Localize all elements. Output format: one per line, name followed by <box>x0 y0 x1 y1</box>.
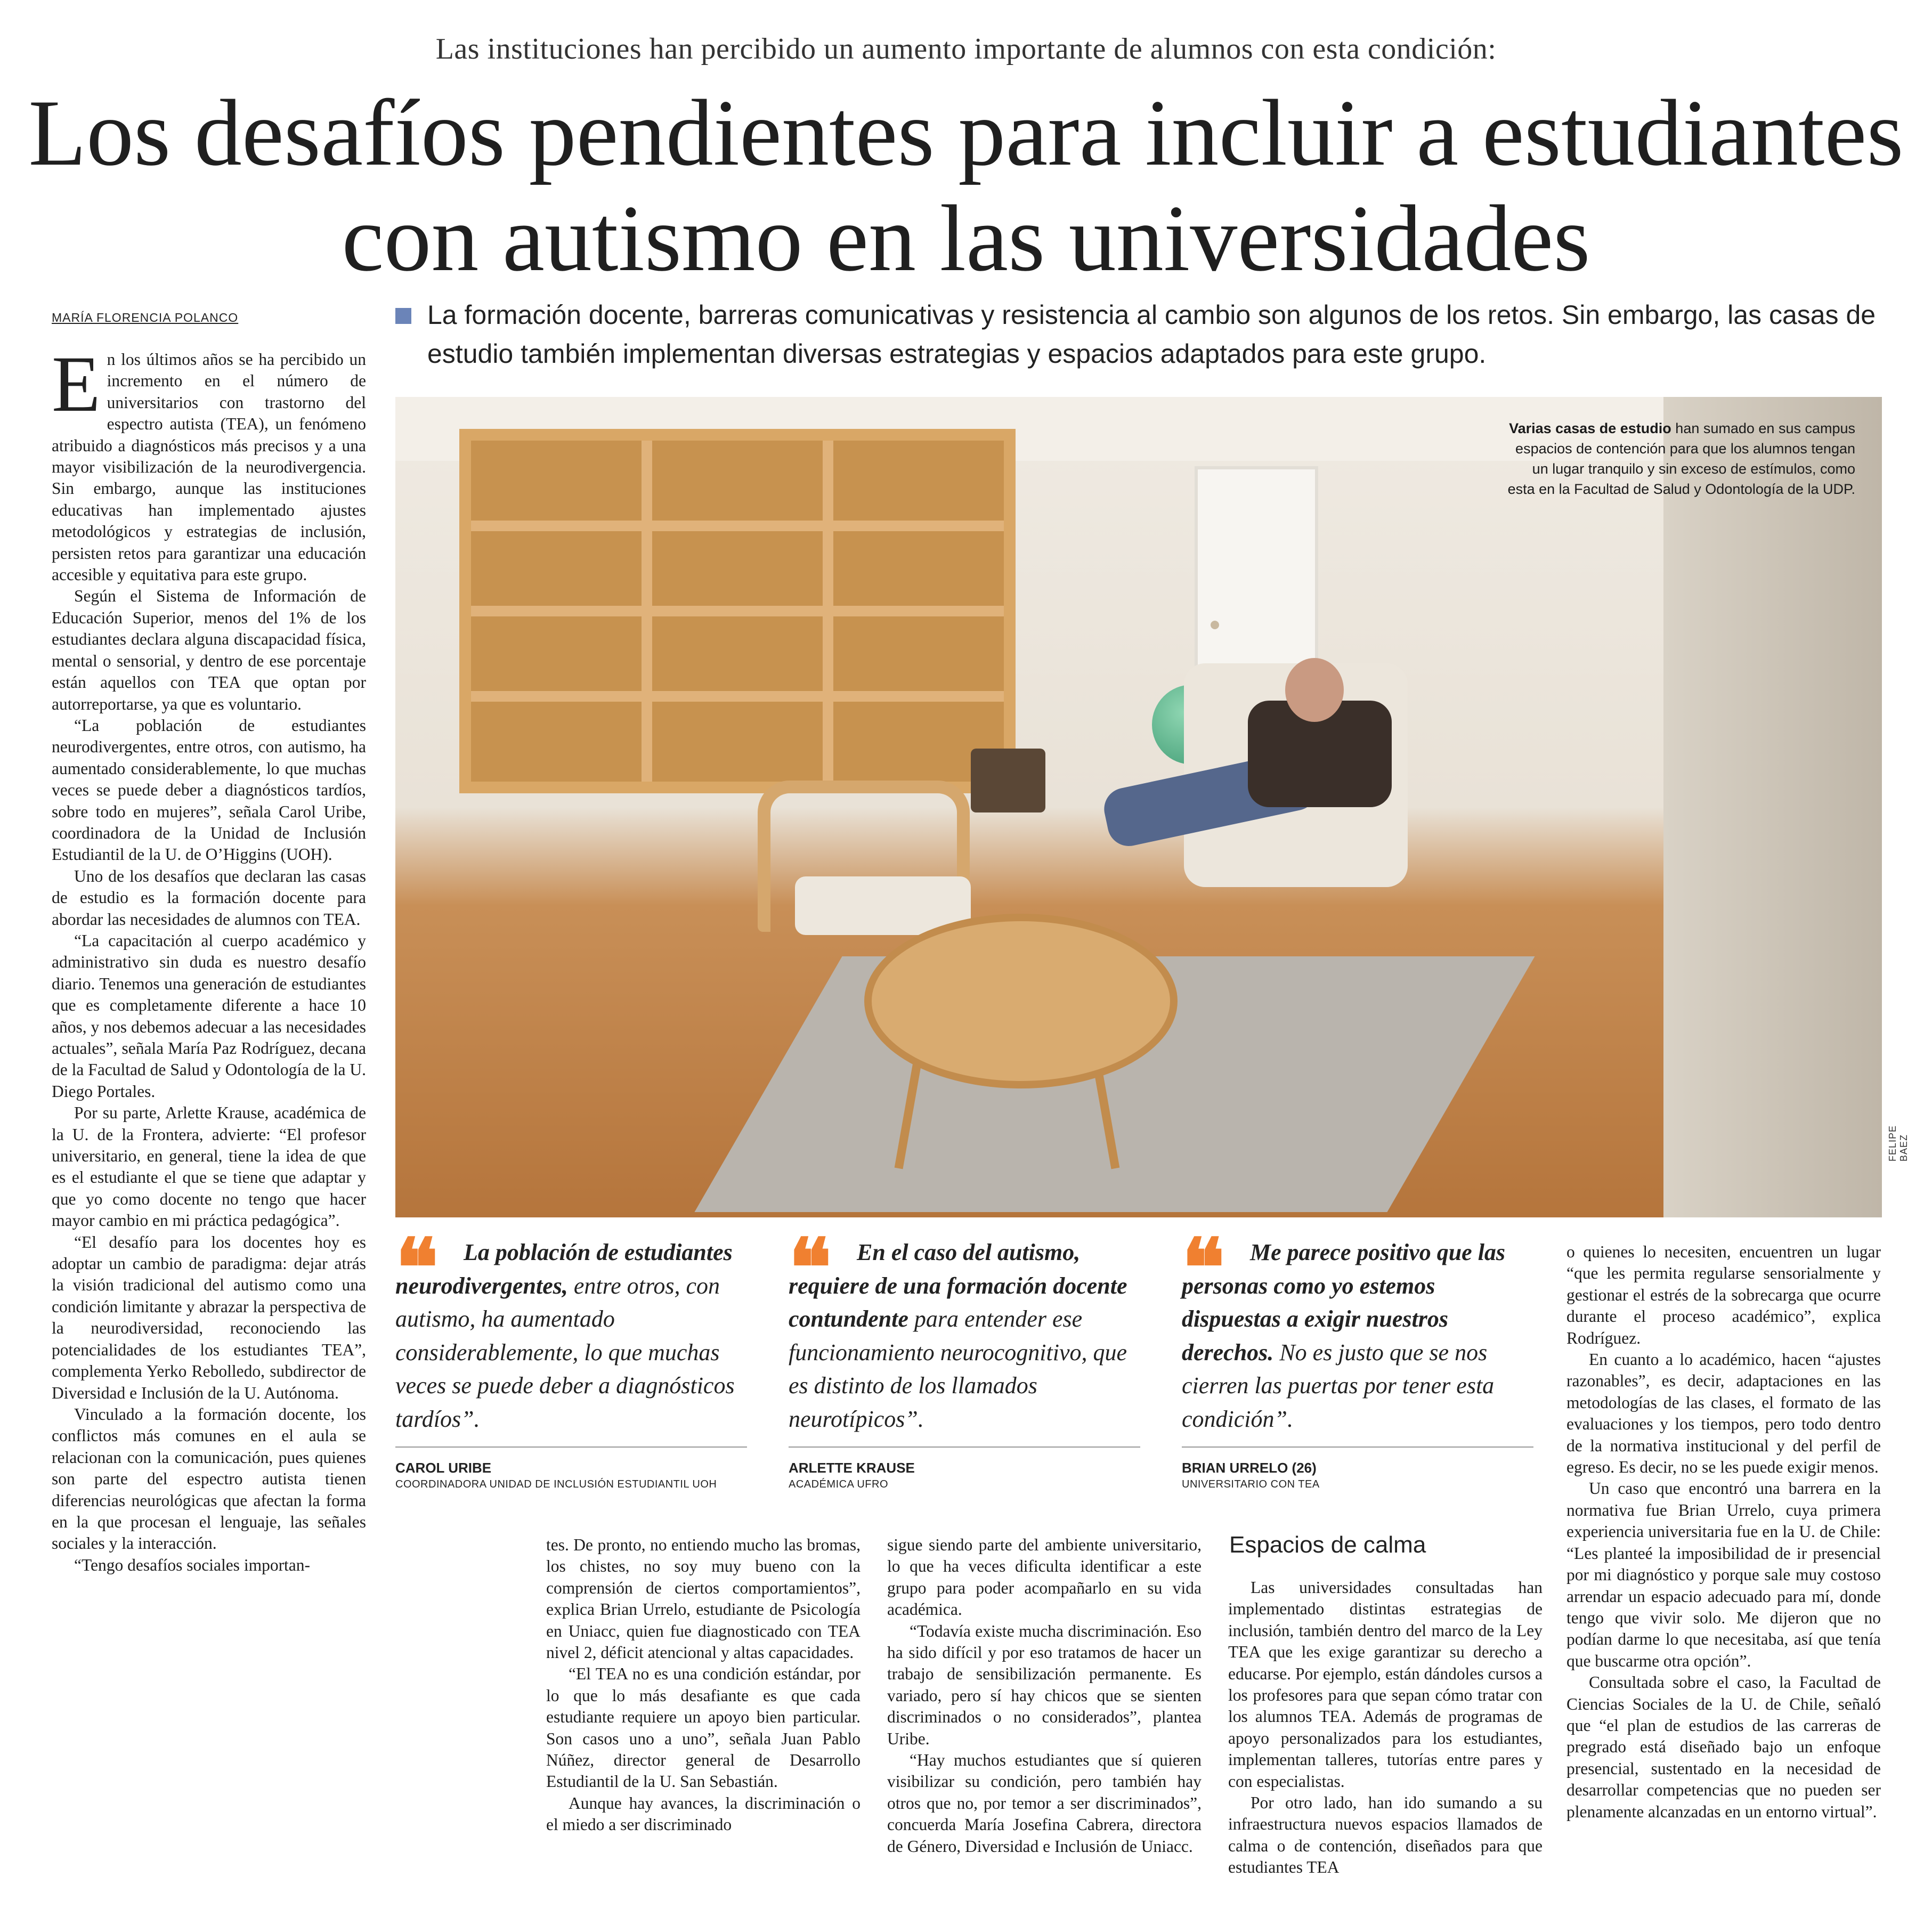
quote-author-role: ACADÉMICA UFRO <box>789 1478 889 1490</box>
article-column-3 <box>887 1534 1202 1857</box>
paragraph: “Todavía existe mucha discriminación. Eso ha sido difícil y por eso tratamos de hacer un trabajo de sensibilización permanente. Es variado, pero sí hay chicos que se sienten discriminados o no considerados”, plantea Uribe. <box>887 1621 1202 1748</box>
paragraph: Consultada sobre el caso, la Facultad de Ciencias Sociales de la U. de Chile, señaló que “el plan de estudios de las carreras de pregrado está diseñado bajo un enfoque presencial, sustentado en la necesidad de desarrollar competencias que no pueden ser plenamente alcanzadas en un entorno virtual”. <box>1566 1673 1881 1821</box>
pull-quote <box>789 1221 1140 1490</box>
paragraph: “Tengo desafíos sociales importan- <box>74 1555 311 1574</box>
round-table <box>864 914 1178 1088</box>
paragraph: En los últimos años se ha percibido un incremento en el número de universitarios con trastorno del espectro autista (TEA), un fenómeno atribuido a diagnósticos más precisos y a una mayor visibilización de la neurodivergencia. Sin embargo, aunque las instituciones educativas han implementado ajustes metodológicos y estrategias de inclusión, persisten retos para garantizar una educación accesible y equitativa para este grupo. <box>52 340 366 584</box>
drop-cap: E <box>52 340 101 428</box>
paragraph: Uno de los desafíos que declaran las casas de estudio es la formación docente para abordar las necesidades de alumnos con TEA. <box>52 866 366 929</box>
basket <box>971 749 1045 812</box>
photo-credit: FELIPE BAEZ <box>1887 1125 1909 1161</box>
article-column-2 <box>546 1534 861 1836</box>
article-column-1 <box>52 340 366 1576</box>
deck-square-icon <box>395 308 411 324</box>
quote-author: CAROL URIBE <box>395 1460 492 1476</box>
quote-mark-icon: ❝ <box>789 1221 832 1315</box>
quote-mark-icon: ❝ <box>1182 1221 1225 1315</box>
deck-text: La formación docente, barreras comunicativas y resistencia al cambio son algunos de los retos. Sin embargo, las casas de estudio también implementan diversas estrategias y espacios adaptados para este grupo. <box>427 300 1876 369</box>
paragraph: “La capacitación al cuerpo académico y administrativo sin duda es nuestro desafío diario. Tenemos una generación de estudiantes que es completamente diferente a hace 10 años, y nos debemos adecuar a las necesidades actuales”, señala María Paz Rodríguez, decana de la Facultad de Salud y Odontología de la U. Diego Portales. <box>52 931 366 1101</box>
article-column-4 <box>1228 1577 1543 1879</box>
paragraph: Por otro lado, han ido sumando a su infraestructura nuevos espacios llamados de calma o de contención, diseñados para que estudiantes TEA <box>1228 1793 1543 1877</box>
quote-text: En el caso del autismo, requiere de una formación docente contundente para entender ese funcionamiento neurocognitivo, que es distinto de los llamados neurotípicos”. <box>789 1239 1127 1432</box>
paragraph: En cuanto a lo académico, hacen “ajustes razonables”, es decir, adaptaciones en las metodologías de las clases, el formato de las evaluaciones y los tiempos, pero todo dentro de la normativa institucional y del perfil de egreso. Es decir, no se les puede exigir menos. <box>1566 1350 1881 1477</box>
paragraph: “Hay muchos estudiantes que sí quieren visibilizar su condición, pero también hay otros que no, por temor a ser discriminados”, concuerda María Josefina Cabrera, directora de Género, Diversidad e Inclusión de Uniacc. <box>887 1751 1202 1856</box>
paragraph: tes. De pronto, no entiendo mucho las bromas, los chistes, no soy muy bueno con la comprensión de ciertos comportamientos”, explica Brian Urrelo, estudiante de Psicología en Uniacc, quien fue diagnosticado con TEA nivel 2, déficit atencional y altas capacidades. <box>546 1535 861 1662</box>
paragraph: “El desafío para los docentes hoy es adoptar un cambio de paradigma: dejar atrás la visión tradicional del autismo como una condición limitante y abrazar la perspectiva de la neurodiversidad, reconociendo las potencialidades de los estudiantes TEA”, complementa Yerko Rebolledo, subdirector de Diversidad e Inclusión de la U. Autónoma. <box>52 1232 366 1402</box>
bookshelf <box>459 429 1016 793</box>
paragraph: Según el Sistema de Información de Educación Superior, menos del 1% de los estudiantes declara alguna discapacidad física, mental o sensorial, y dentro de ese porcentaje están aquellos con TEA que optan por autorreportarse, ya que es voluntario. <box>52 587 366 713</box>
paragraph: Vinculado a la formación docente, los conflictos más comunes en el aula se relacionan con la comunicación, pues quienes son parte del espectro autista tienen diferencias neurológicas que afectan la forma en la que procesan el lenguaje, las señales sociales y la interacción. <box>52 1404 366 1553</box>
paragraph: Las universidades consultadas han implementado distintas estrategias de inclusión, también dentro del marco de la Ley TEA que les exige garantizar su derecho a educarse. Por ejemplo, están dándoles cursos a los profesores para que sepan cómo tratar con los alumnos TEA. Además de programas de apoyo personalizados para los estudiantes, implementan talleres, tutorías entre pares y con especialistas. <box>1228 1578 1543 1791</box>
paragraph: Aunque hay avances, la discriminación o el miedo a ser discriminado <box>546 1793 861 1834</box>
quote-author: BRIAN URRELO (26) <box>1182 1460 1317 1476</box>
quote-author-role: UNIVERSITARIO CON TEA <box>1182 1478 1320 1490</box>
paragraph: “El TEA no es una condición estándar, por lo que lo más desafiante es que cada estudiante requiere un apoyo bien particular. Son casos uno a uno”, señala Juan Pablo Núñez, director general de Desarrollo Estudiantil de la U. San Sebastián. <box>546 1664 861 1791</box>
headline: Los desafíos pendientes para incluir a estudiantes con autismo en las universidades <box>28 80 1904 291</box>
paragraph: o quienes lo necesiten, encuentren un lugar “que les permita regularse sensorialmente y gestionar el estrés de la sobrecarga que ocurre durante el proceso académico”, explica Rodríguez. <box>1566 1242 1881 1347</box>
quote-text: Me parece positivo que las personas como yo estemos dispuestas a exigir nuestros derechos. No es justo que se nos cierren las puertas por tener esta condición”. <box>1182 1239 1506 1432</box>
paragraph: Por su parte, Arlette Krause, académica de la U. de la Frontera, advierte: “El profesor universitario, en general, tiene la idea de que es el estudiante el que se tiene que adaptar y que yo como docente no tengo que hacer mayor cambio en mi práctica pedagógica”. <box>52 1103 366 1230</box>
quote-text: La población de estudiantes neurodivergentes, entre otros, con autismo, ha aumentado considerablemente, lo que muchas veces se puede deber a diagnósticos tardíos”. <box>395 1239 735 1432</box>
paragraph: “La población de estudiantes neurodivergentes, entre otros, con autismo, ha aumentado considerablemente, lo que muchas veces se puede deber a diagnósticos tardíos, sobre todo en mujeres”, señala Carol Uribe, coordinadora de la Unidad de Inclusión Estudiantil de la U. de O’Higgins (UOH). <box>52 716 366 864</box>
kicker: Las instituciones han percibido un aumento importante de alumnos con esta condición: <box>435 32 1497 66</box>
quote-author-role: COORDINADORA UNIDAD DE INCLUSIÓN ESTUDIANTIL UOH <box>395 1478 717 1490</box>
quote-author: ARLETTE KRAUSE <box>789 1460 915 1476</box>
photo-calm-room <box>395 397 1882 1217</box>
pull-quote <box>395 1221 747 1490</box>
article-column-5 <box>1566 1241 1881 1823</box>
byline: MARÍA FLORENCIA POLANCO <box>52 311 239 324</box>
section-subhead: Espacios de calma <box>1229 1532 1426 1558</box>
pull-quote <box>1182 1221 1533 1490</box>
paragraph: sigue siendo parte del ambiente universitario, lo que ha veces dificulta identificar a este grupo para poder acompañarlo en su vida académica. <box>887 1535 1202 1619</box>
photo-caption: Varias casas de estudio han sumado en sus campus espacios de contención para que los alumnos tengan un lugar tranquilo y sin exceso de estímulos, como esta en la Facultad de Salud y Odontología de la UDP. <box>1507 420 1855 497</box>
paragraph: Un caso que encontró una barrera en la normativa fue Brian Urrelo, cuya primera experiencia universitaria fue en la U. de Chile: “Les planteé la imposibilidad de ir presencial por mi diagnóstico y porque sale muy costoso arrendar un espacio adecuado para mí, donde tengo que vivir solo. Me dijeron que no podían darme lo que necesitaba, así que tenía que buscarme otra opción”. <box>1566 1479 1881 1670</box>
quote-mark-icon: ❝ <box>395 1221 439 1315</box>
